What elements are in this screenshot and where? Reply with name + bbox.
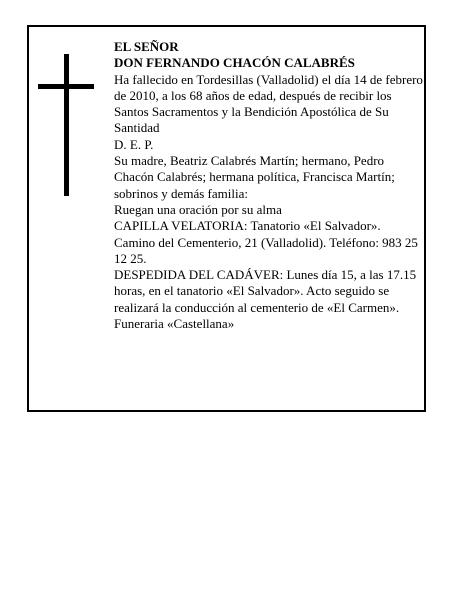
cross-vertical-bar [64,54,69,196]
cross-horizontal-bar [38,84,94,89]
funeral-home: Funeraria «Castellana» [114,316,235,332]
deceased-name: DON FERNANDO CHACÓN CALABRÉS [114,55,355,71]
notice-heading: EL SEÑOR [114,39,179,54]
obituary-text-block [114,39,424,332]
rip-line: D. E. P. [114,136,154,152]
family-list: Su madre, Beatriz Calabrés Martín; hermano, Pedro Chacón Calabrés; hermana política, Francisca Martín; sobrinos y demás familia: [114,153,395,201]
farewell-info: DESPEDIDA DEL CADÁVER: Lunes día 15, a las 17.15 horas, en el tanatorio «El Salvador». Acto seguido se realizará la conducción al cementerio de «El Carmen». [114,267,417,315]
chapel-info: CAPILLA VELATORIA: Tanatorio «El Salvador». Camino del Cementerio, 21 (Valladolid). Teléfono: 983 25 12 25. [114,218,418,266]
prayer-request: Ruegan una oración por su alma [114,201,282,217]
death-announcement: Ha fallecido en Tordesillas (Valladolid) el día 14 de febrero de 2010, a los 68 años de edad, después de recibir los Santos Sacramentos y la Bendición Apostólica de Su Santidad [114,71,423,136]
